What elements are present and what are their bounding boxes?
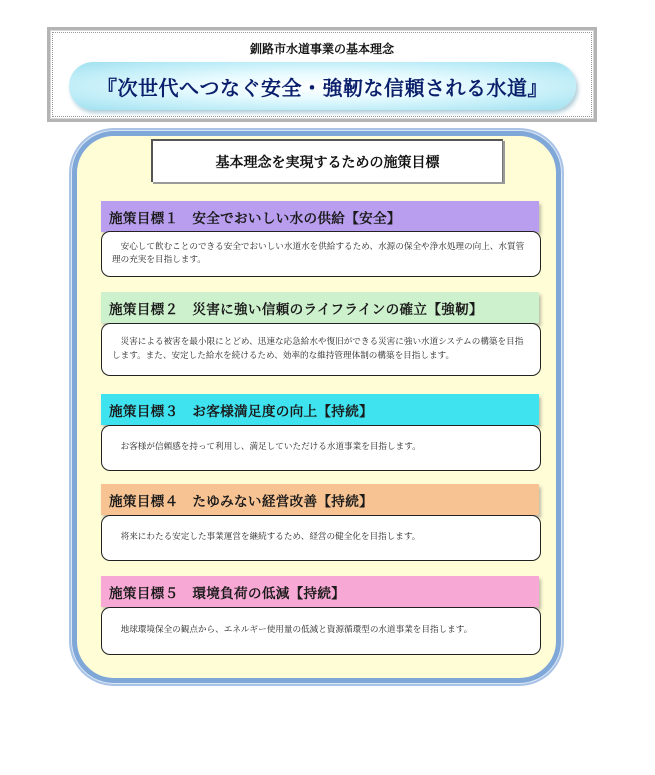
philosophy-banner [69, 62, 576, 110]
goal-1-title: 施策目標１ 安全でおいしい水の供給【安全】 [109, 210, 401, 227]
goal-4-title: 施策目標４ たゆみない経営改善【持続】 [109, 493, 373, 510]
philosophy-title: 『次世代へつなぐ安全・強靭な信頼される水道』 [97, 75, 548, 100]
goal-1-description-box [101, 231, 541, 277]
goal-4-title-band [101, 484, 539, 515]
goal-5-title: 施策目標５ 環境負荷の低減【持続】 [109, 585, 346, 602]
goal-4-description: 将来にわたる安定した事業運営を継続するため、経営の健全化を目指します。 [112, 532, 421, 543]
header-subtitle: 釧路市水道事業の基本理念 [249, 42, 394, 56]
goal-2-description-box [101, 323, 541, 376]
goal-2-description: 災害による被害を最小限にとどめ、迅速な応急給水や復旧ができる災害に強い水道システムの構築を目指します。また、安定した給水を続けるため、効率的な維持管理体制の構築を目指します。 [112, 337, 524, 361]
goal-3-description: お客様が信頼感を持って利用し、満足していただける水道事業を目指します。 [112, 442, 421, 453]
goal-5-description: 地球環境保全の観点から、エネルギー使用量の低減と資源循環型の水道事業を目指します。 [112, 625, 473, 636]
goal-1-title-band [101, 201, 539, 232]
goal-2-title: 施策目標２ 災害に強い信頼のライフラインの確立【強靭】 [109, 301, 483, 318]
goal-1-description: 安心して飲むことのできる安全でおいしい水道水を供給するため、水源の保全や浄水処理の向上、水質管理の充実を目指します。 [112, 241, 525, 265]
goals-heading-box [151, 139, 503, 182]
goal-3-title-band [101, 394, 539, 425]
goal-3-title: 施策目標３ お客様満足度の向上【持続】 [109, 403, 373, 420]
goal-3-description-box [101, 425, 541, 471]
goal-4-description-box [101, 515, 541, 561]
philosophy-header [47, 27, 597, 122]
goals-heading: 基本理念を実現するための施策目標 [215, 154, 440, 171]
goal-5-title-band [101, 576, 539, 607]
goal-5-description-box [101, 607, 541, 655]
goal-2-title-band [101, 292, 539, 323]
